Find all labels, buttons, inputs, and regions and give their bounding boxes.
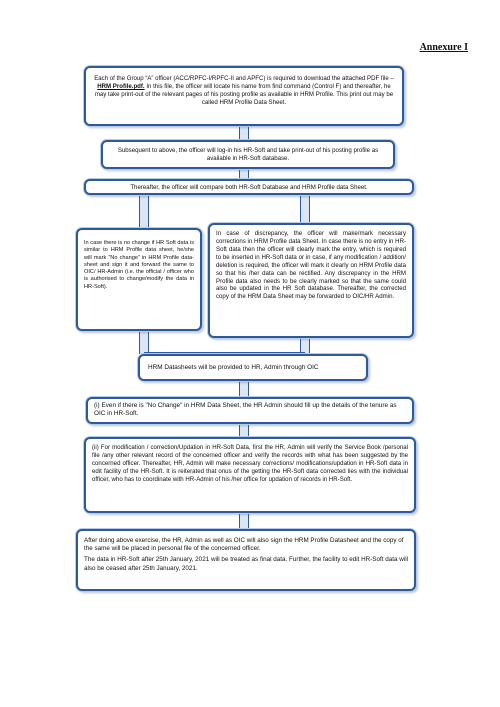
connector-6-7 — [239, 380, 249, 398]
hrm-profile-filename: HRM Profile.pdf. — [97, 82, 145, 90]
connector-4-6 — [139, 330, 149, 354]
flow-box-login-hrsoft — [101, 140, 395, 169]
flow-box-discrepancy — [208, 223, 414, 338]
box-6-text: HRM Datasheets will be provided to HR, Admin through OIC — [148, 364, 319, 371]
flow-box-hrm-datasheets — [138, 354, 368, 381]
box-9-paragraph-1: After doing above exercise, the HR, Admin as well as OIC will also sign the HRM Profile Datasheet and the copy of the same will be placed in personal file of the concerned officer. — [84, 537, 404, 553]
box-1-text-before: Each of the Group “A” officer (ACC/RPFC-I/RPFC-II and APFC) is required to download the attached PDF file – — [94, 75, 394, 82]
flow-box-final-sign — [76, 529, 416, 591]
box-8-text: (ii) For modification / correction/Updation in HR-Soft Data, first the HR, Admin will verify the Service Book /personal file /any other relevant record of the concerned officer and verify the records with what has been suggested by the concerned officer. Thereafter, HR, Admin will make necessary corrections/ modifications/updation in HR-Soft data in edit facility of the HR-Soft. It is reiterated that onus of the getting the HR-Soft data corrected lies with the individual officer, who has to coordinate with HR-Admin of his /her office for updation of records in HR-Soft. — [92, 444, 408, 483]
box-1-text-after: In this file, the officer will locate his name from find command (Control F) and thereafter, he may take print-out of the relevant pages of his posting profile as available in HRM Profile. This print out may be called HRM Profile Data Sheet. — [94, 82, 394, 106]
flow-box-no-change — [76, 228, 202, 331]
box-2-text: Subsequent to above, the officer will log-in his HR-Soft and take print-out of his posting profile as available in HR-Soft database. — [117, 147, 379, 162]
connector-3-5 — [300, 194, 310, 224]
flow-box-no-change-hr-admin — [86, 397, 414, 424]
annexure-label: Annexure I — [419, 42, 468, 53]
connector-merge-line — [144, 352, 305, 353]
box-4-text: In case there is no change if HR Soft data is similar to HRM Profile data sheet, he/she will mark “No change” in HRM Profile data-sheet and sign it and forward the same to OIC/ HR-Admin (i.e. the official / officer who is authorised to change/modify the data in HR-Soft). — [84, 240, 194, 290]
connector-8-9 — [239, 512, 249, 530]
flow-box-compare — [84, 179, 414, 195]
flow-box-download-profile — [84, 66, 404, 126]
box-7-text: (i) Even if there is "No Change" in HRM Data Sheet, the HR Admin should fill up the details of the tenure as OIC in HR-Soft. — [94, 402, 397, 418]
box-3-text: Thereafter, the officer will compare both HR-Soft Database and HRM Profile data Sheet. — [130, 184, 368, 191]
box-5-text: In case of discrepancy, the officer will make/mark necessary corrections in HRM Profile data Sheet. In case there is no entry in HR-Soft data then the officer will clearly mark the entry, which is required to be inserted in HR-Soft data or in case, if any modification / addition/ deletion is required, the officer will mark it clearly on HRM Profile data so that his /her data can be rectified. Any discrepancy in the HRM Profile data also needs to be clearly marked so that the same could also be updated in the HR Soft database. Thereafter, the corrected copy of the HRM Data Sheet may be forwarded to OIC/HR Admin. — [216, 230, 406, 301]
connector-1-2 — [239, 124, 249, 141]
connector-3-4 — [139, 194, 149, 228]
flow-box-modification — [84, 437, 416, 513]
connector-7-8 — [239, 424, 249, 438]
box-9-paragraph-2: The data in HR-Soft after 25th January, 2021 will be treated as final data. Further, the facility to edit HR-Soft data will also be ceased after 25th January, 2021. — [84, 556, 408, 572]
